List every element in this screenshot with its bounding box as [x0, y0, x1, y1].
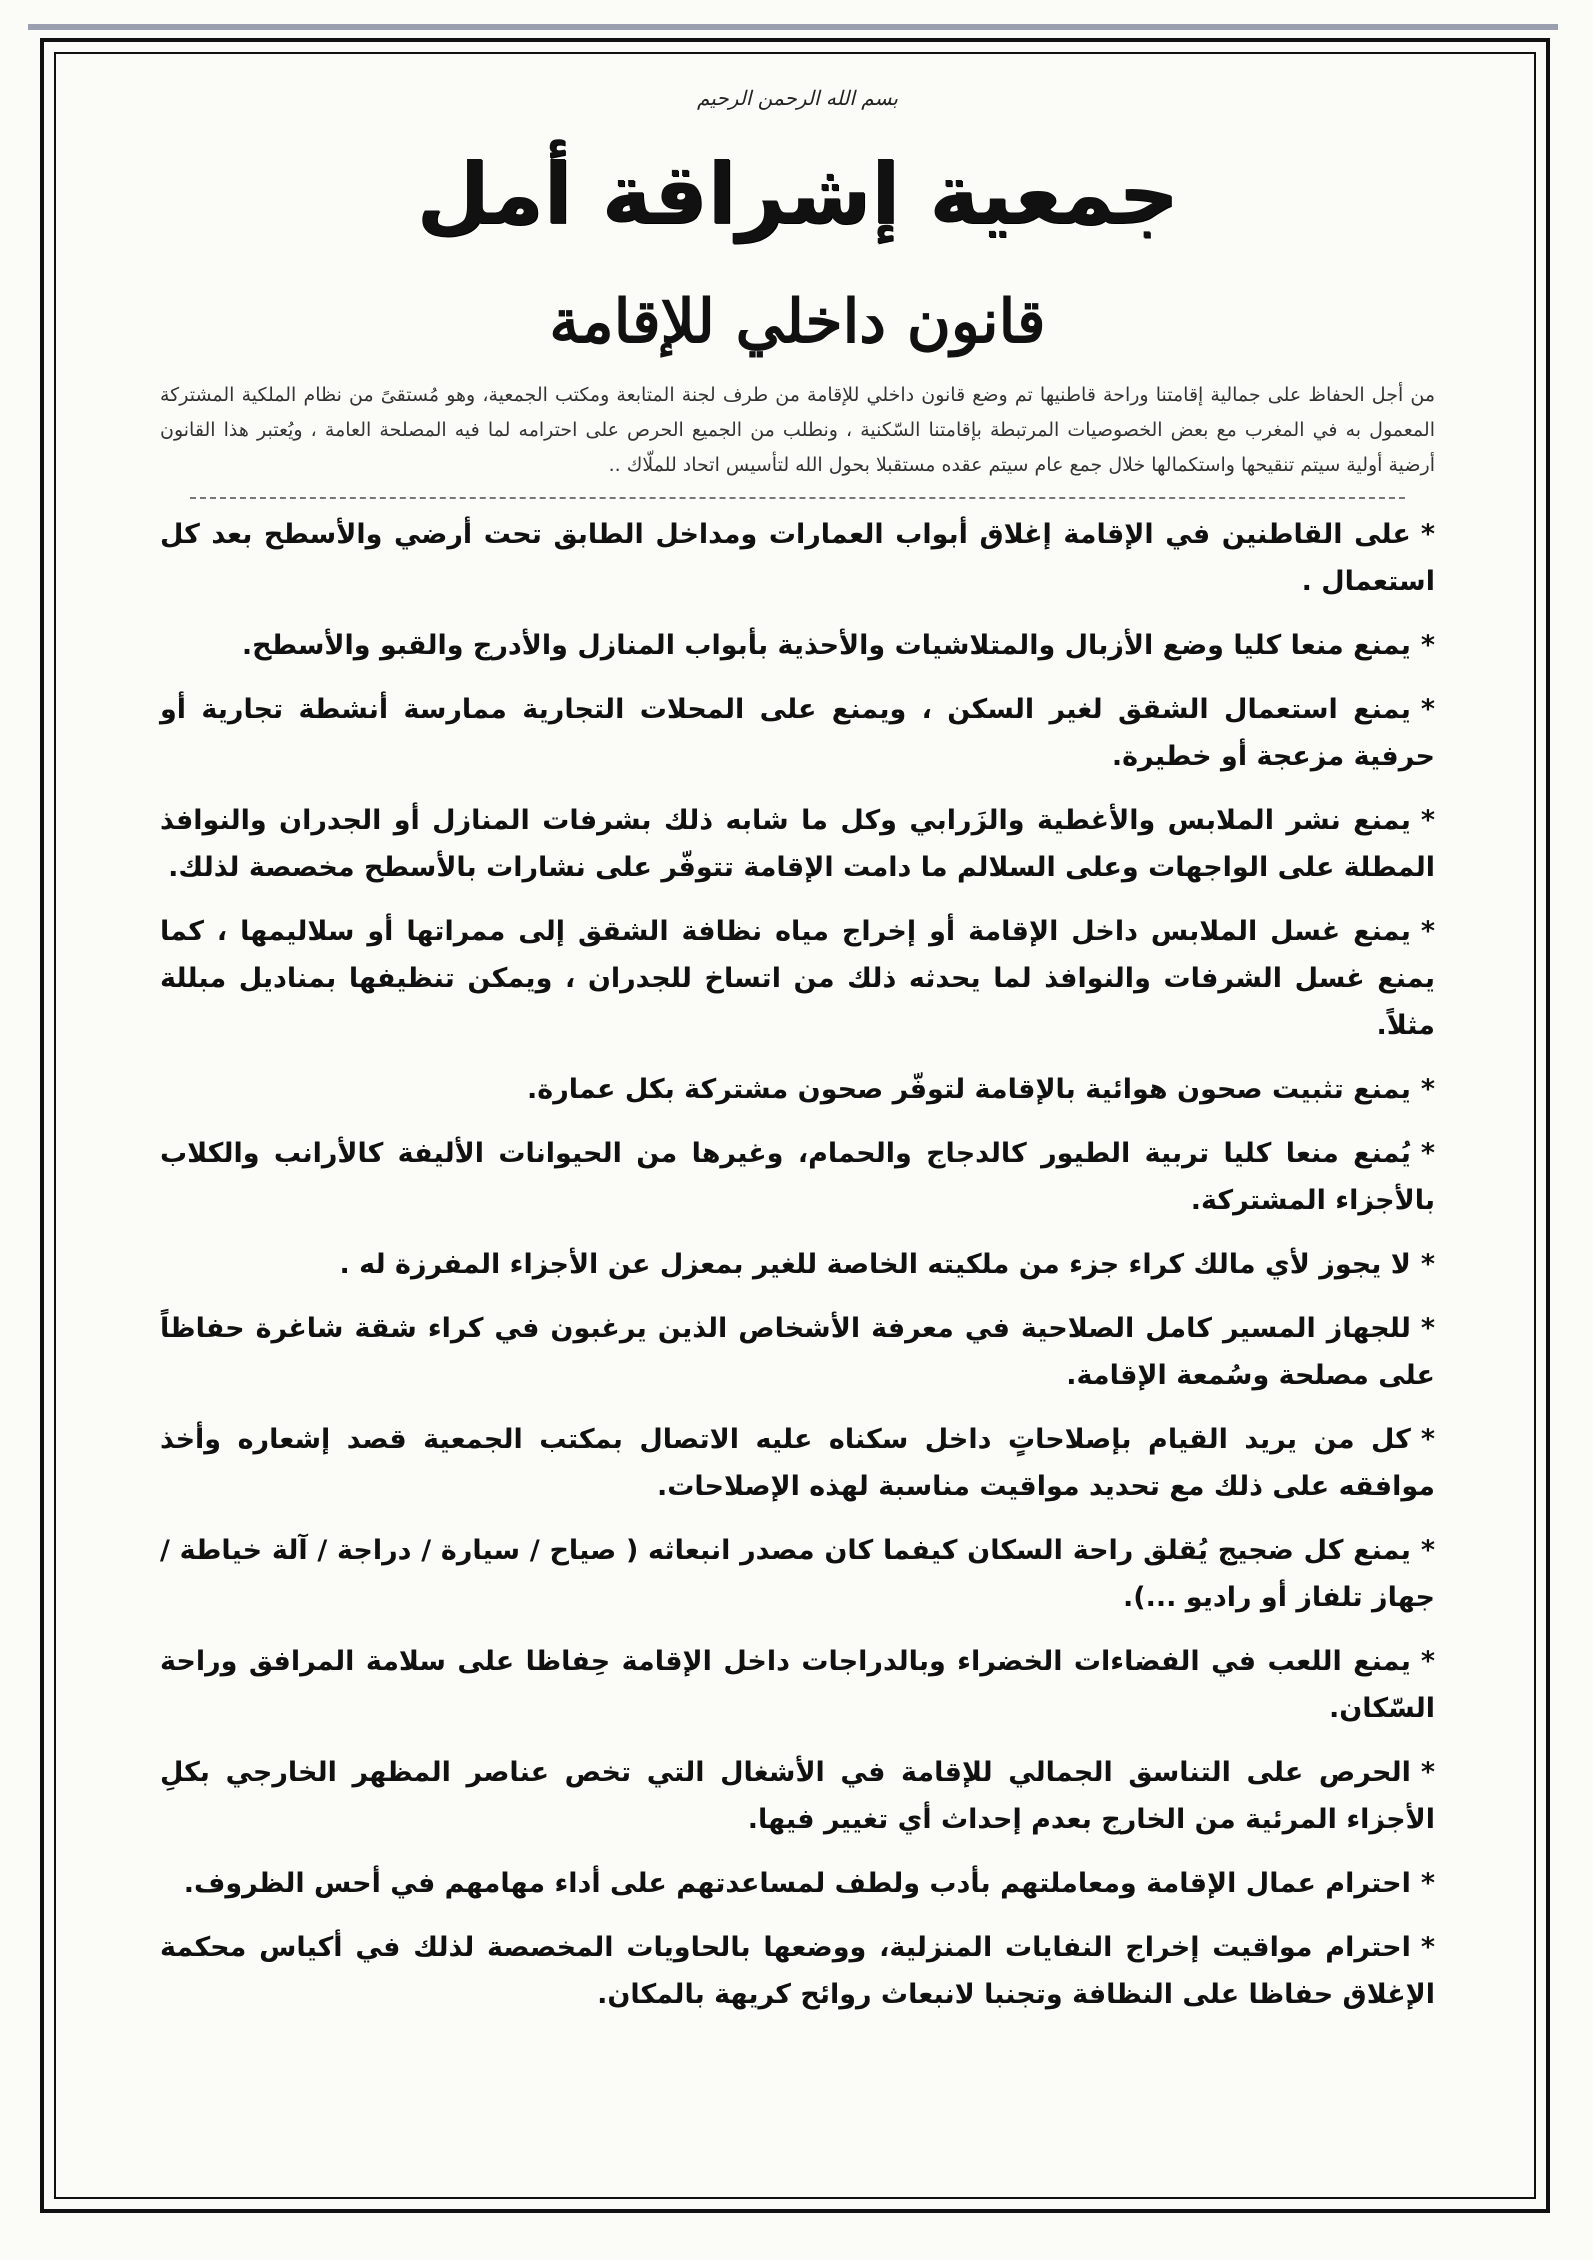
rule-text: يمنع كل ضجيج يُقلق راحة السكان كيفما كان مصدر انبعاثه ( صياح / سيارة / دراجة / آلة خياطة / جهاز تلفاز أو راديو ...).	[160, 1535, 1435, 1613]
rule-text: يمنع اللعب في الفضاءات الخضراء وبالدراجات داخل الإقامة حِفاظا على سلامة المرافق وراحة السّكان.	[160, 1646, 1435, 1724]
rule-text: يُمنع منعا كليا تربية الطيور كالدجاج والحمام، وغيرها من الحيوانات الأليفة كالأرانب والكلاب بالأجزاء المشتركة.	[160, 1138, 1435, 1216]
bullet-star: *	[1420, 1313, 1435, 1344]
rule-text: يمنع استعمال الشقق لغير السكن ، ويمنع على المحلات التجارية ممارسة أنشطة تجارية أو حرفية مزعجة أو خطيرة.	[160, 694, 1435, 772]
bullet-star: *	[1420, 1646, 1435, 1677]
rule-text: يمنع نشر الملابس والأغطية والزَرابي وكل ما شابه ذلك بشرفات المنازل أو الجدران والنوافذ المطلة على الواجهات وعلى السلالم ما دامت الإقامة تتوفّر على نشارات بالأسطح مخصصة لذلك.	[160, 805, 1435, 883]
intro-paragraph: من أجل الحفاظ على جمالية إقامتنا وراحة قاطنيها تم وضع قانون داخلي للإقامة من طرف لجنة المتابعة ومكتب الجمعية، وهو مُستقىً من نظام الملكية المشتركة المعمول به في المغرب مع بعض الخصوصيات المرتبطة بإقامتنا السّكنية ، ونطلب من الجميع الحرص على احترامه لما فيه المصلحة العامة ، ويُعتبر هذا القانون أرضية أولية سيتم تنقيحها واستكمالها خلال جمع عام سيتم عقده مستقبلا بحول الله لتأسيس اتحاد للملّاك ..	[160, 384, 1435, 476]
bullet-star: *	[1420, 1868, 1435, 1899]
rule-item	[160, 797, 1435, 891]
rule-item	[160, 1860, 1435, 1907]
basmala: بسم الله الرحمن الرحيم	[696, 86, 898, 110]
rule-item	[160, 686, 1435, 780]
rule-item	[160, 622, 1435, 669]
rule-item	[160, 1749, 1435, 1843]
bullet-star: *	[1420, 805, 1435, 836]
rule-item	[160, 1527, 1435, 1621]
rule-text: يمنع غسل الملابس داخل الإقامة أو إخراج مياه نظافة الشقق إلى ممراتها أو سلاليمها ، كما يمنع غسل الشرفات والنوافذ لما يحدثه ذلك من اتساخ للجدران ، ويمكن تنظيفها بمناديل مبللة مثلاً.	[160, 916, 1435, 1041]
rules-list	[160, 511, 1435, 2018]
rule-text: يمنع تثبيت صحون هوائية بالإقامة لتوفّر صحون مشتركة بكل عمارة.	[527, 1074, 1411, 1105]
rule-item	[160, 1241, 1435, 1288]
document-body	[160, 86, 1435, 2035]
rule-item	[160, 1305, 1435, 1399]
rule-text: يمنع منعا كليا وضع الأزبال والمتلاشيات والأحذية بأبواب المنازل والأدرج والقبو والأسطح.	[241, 630, 1411, 661]
rule-text: احترام عمال الإقامة ومعاملتهم بأدب ولطف لمساعدتهم على أداء مهامهم في أحس الظروف.	[183, 1868, 1411, 1899]
rule-item	[160, 1066, 1435, 1113]
rule-text: لا يجوز لأي مالك كراء جزء من ملكيته الخاصة للغير بمعزل عن الأجزاء المفرزة له .	[339, 1249, 1411, 1280]
bullet-star: *	[1420, 1424, 1435, 1455]
bullet-star: *	[1420, 1249, 1435, 1280]
rule-item	[160, 1638, 1435, 1732]
bullet-star: *	[1420, 1757, 1435, 1788]
rule-text: كل من يريد القيام بإصلاحاتٍ داخل سكناه عليه الاتصال بمكتب الجمعية قصد إشعاره وأخذ موافقه على ذلك مع تحديد مواقيت مناسبة لهذه الإصلاحات.	[160, 1424, 1435, 1502]
top-edge-rule	[28, 24, 1558, 30]
bullet-star: *	[1420, 519, 1435, 550]
bullet-star: *	[1420, 916, 1435, 947]
rule-text: على القاطنين في الإقامة إغلاق أبواب العمارات ومداخل الطابق تحت أرضي والأسطح بعد كل استعمال .	[160, 519, 1435, 597]
rule-text: الحرص على التناسق الجمالي للإقامة في الأشغال التي تخص عناصر المظهر الخارجي بكلِ الأجزاء المرئية من الخارج بعدم إحداث أي تغيير فيها.	[160, 1757, 1435, 1835]
bullet-star: *	[1420, 694, 1435, 725]
organization-name: جمعية إشراقة أمل	[416, 145, 1179, 243]
rule-item	[160, 1924, 1435, 2018]
rule-text: للجهاز المسير كامل الصلاحية في معرفة الأشخاص الذين يرغبون في كراء شقة شاغرة حفاظاً على مصلحة وسُمعة الإقامة.	[160, 1313, 1435, 1391]
rule-item	[160, 908, 1435, 1049]
bullet-star: *	[1420, 1932, 1435, 1963]
rule-item	[160, 1416, 1435, 1510]
rule-text: احترام مواقيت إخراج النفايات المنزلية، ووضعها بالحاويات المخصصة لذلك في أكياس محكمة الإغلاق حفاظا على النظافة وتجنبا لانبعاث روائح كريهة بالمكان.	[160, 1932, 1435, 2010]
bullet-star: *	[1420, 630, 1435, 661]
rule-item	[160, 1130, 1435, 1224]
bullet-star: *	[1420, 1535, 1435, 1566]
dashed-separator	[190, 497, 1405, 499]
bullet-star: *	[1420, 1138, 1435, 1169]
document-title: قانون داخلي للإقامة	[549, 287, 1046, 357]
bullet-star: *	[1420, 1074, 1435, 1105]
rule-item	[160, 511, 1435, 605]
